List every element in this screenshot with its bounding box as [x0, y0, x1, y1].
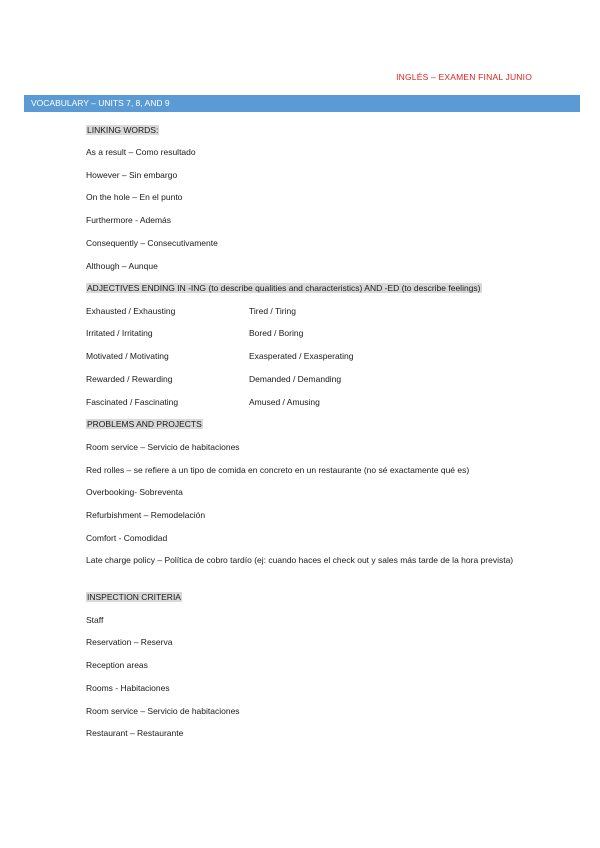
list-item: Comfort - Comodidad	[86, 533, 168, 543]
list-item: However – Sin embargo	[86, 170, 178, 180]
adjective-pair: Fascinated / Fascinating	[86, 397, 179, 407]
list-item: Consequently – Consecutivamente	[86, 238, 218, 248]
list-item: Room service – Servicio de habitaciones	[86, 706, 240, 716]
list-item: Staff	[86, 615, 104, 625]
list-item: Late charge policy – Política de cobro tardío (ej: cuando haces el check out y sales más tarde de la hora prevista)	[86, 555, 514, 565]
inspection-heading: INSPECTION CRITERIA	[87, 592, 181, 602]
list-item: Restaurant – Restaurante	[86, 728, 184, 738]
list-item: Rooms - Habitaciones	[86, 683, 170, 693]
linking-words-heading: LINKING WORDS:	[87, 125, 159, 135]
adjective-row	[86, 350, 354, 362]
adjective-pair: Motivated / Motivating	[86, 351, 169, 361]
list-item: Reception areas	[86, 660, 148, 670]
adjective-row	[86, 373, 342, 385]
adjective-row	[86, 396, 320, 408]
adjective-pair: Exasperated / Exasperating	[249, 351, 354, 361]
list-item: Although – Aunque	[86, 261, 158, 271]
list-item: Overbooking- Sobreventa	[86, 487, 183, 497]
list-item: Room service – Servicio de habitaciones	[86, 442, 240, 452]
adjective-pair: Bored / Boring	[249, 328, 304, 338]
adjective-pair: Exhausted / Exhausting	[86, 306, 176, 316]
list-item: As a result – Como resultado	[86, 147, 196, 157]
adjective-pair: Demanded / Demanding	[249, 374, 342, 384]
exam-title: INGLÉS – EXAMEN FINAL JUNIO	[396, 72, 532, 82]
adjectives-heading: ADJECTIVES ENDING IN -ING (to describe qualities and characteristics) AND -ED (to describe feelings)	[87, 283, 481, 293]
adjective-pair: Irritated / Irritating	[86, 328, 153, 338]
adjective-pair: Amused / Amusing	[249, 397, 320, 407]
list-item: Refurbishment – Remodelación	[86, 510, 206, 520]
adjective-pair: Tired / Tiring	[249, 306, 296, 316]
adjective-row	[86, 327, 304, 339]
list-item: Reservation – Reserva	[86, 637, 173, 647]
list-item: On the hole – En el punto	[86, 192, 183, 202]
list-item: Red rolles – se refiere a un tipo de comida en concreto en un restaurante (no sé exactamente qué es)	[86, 465, 470, 475]
list-item: Furthermore - Además	[86, 215, 172, 225]
adjective-row	[86, 305, 296, 317]
adjective-pair: Rewarded / Rewarding	[86, 374, 173, 384]
problems-heading: PROBLEMS AND PROJECTS	[87, 419, 202, 429]
section-bar: VOCABULARY – UNITS 7, 8, AND 9	[24, 95, 580, 112]
